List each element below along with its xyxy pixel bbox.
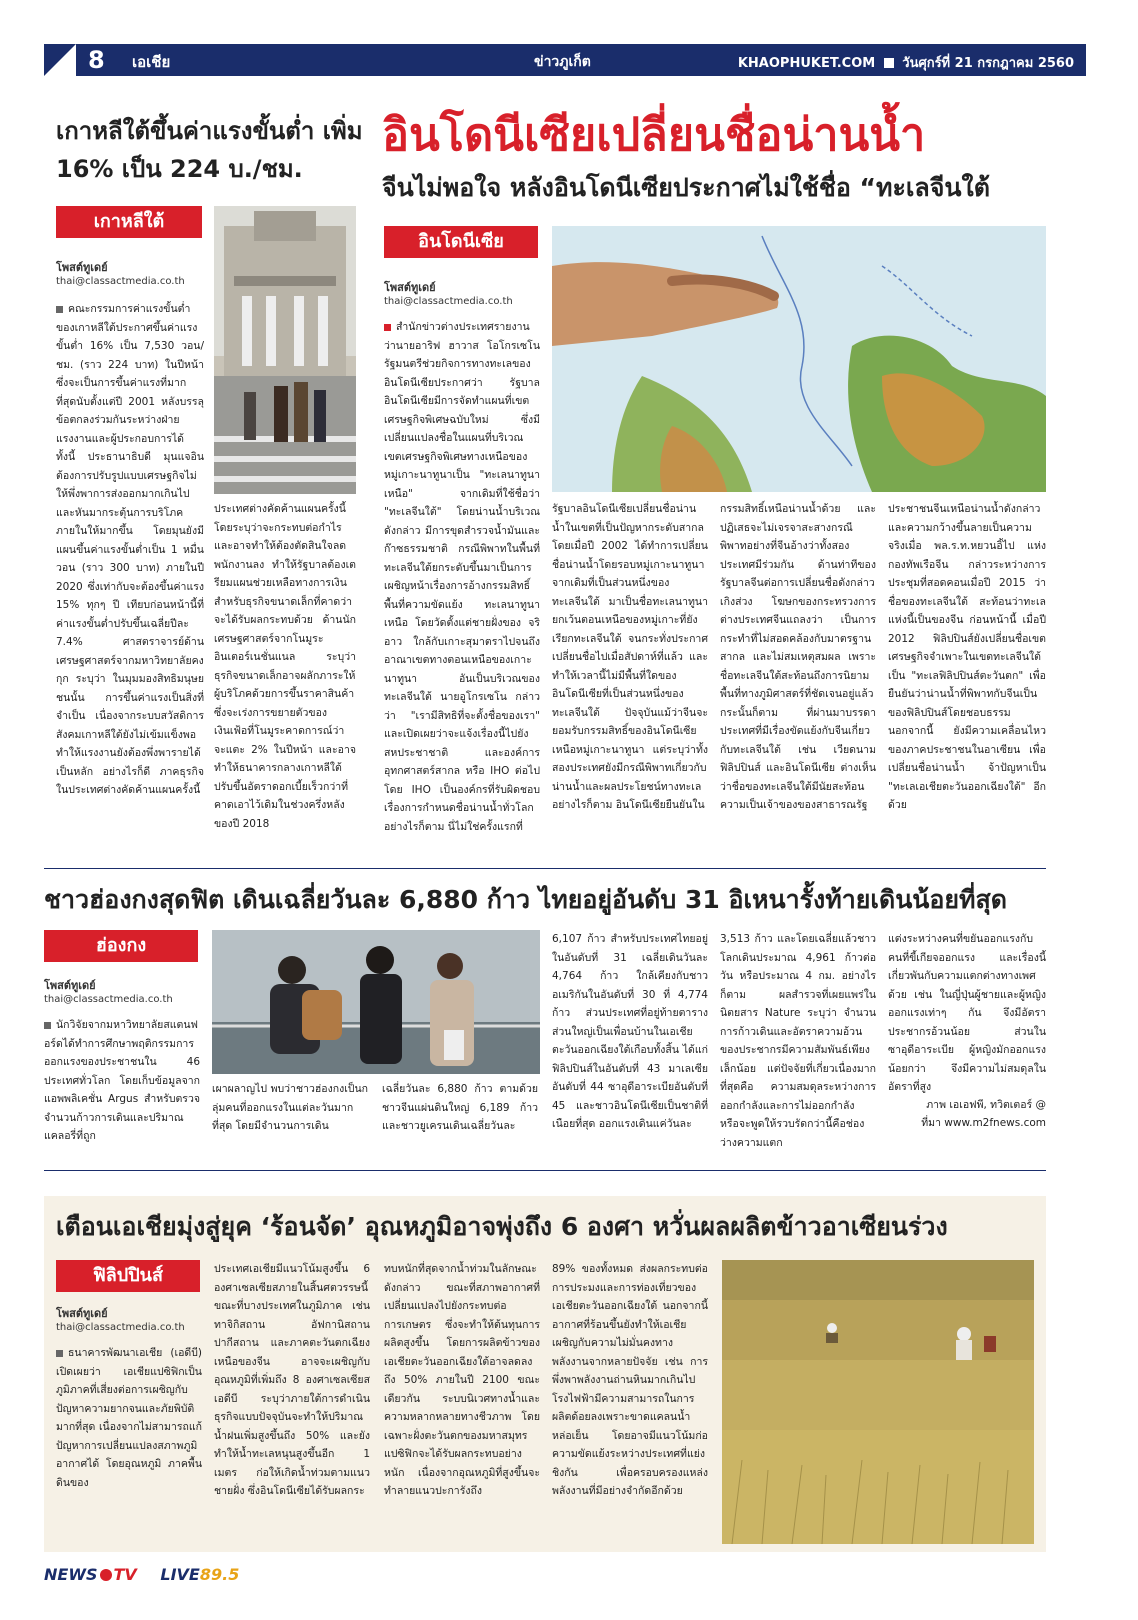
- section-divider: [44, 1170, 1046, 1171]
- indonesia-subheadline: จีนไม่พอใจ หลังอินโดนีเซียประกาศไม่ใช้ชื่อ “ทะเลจีนใต้: [382, 173, 990, 202]
- byline-name: โพสต์ทูเดย์: [44, 979, 96, 992]
- hongkong-photo: [212, 930, 540, 1074]
- live-label: LIVE: [160, 1565, 200, 1584]
- korea-photo: [214, 206, 356, 494]
- site-name: KHAOPHUKET.COM: [737, 56, 876, 71]
- byline-name: โพสต์ทูเดย์: [56, 1307, 108, 1320]
- section-label: เอเชีย: [132, 53, 171, 71]
- ricefield-photo: [722, 1260, 1034, 1544]
- byline-name: โพสต์ทูเดย์: [384, 281, 436, 294]
- byline-email: thai@classactmedia.co.th: [56, 1322, 185, 1333]
- hongkong-col6-block: [888, 930, 1046, 1152]
- hongkong-body-col5: 3,513 ก้าว และโดยเฉลี่ยแล้วชาวโลกเดินประมาณ 4,961 ก้าวต่อวัน หรือประมาณ 4 กม. อย่างไรก็ตาม ผลสำรวจที่เผยแพร่ในนิตยสาร Nature ระบุว่า จำนวนการก้าวเดินและอัตราความอ้วนของประชากรมีความสัมพันธ์เพียงเล็กน้อย แต่ปัจจัยที่เกี่ยวเนื่องมากที่สุดคือ ความสมดุลระหว่างการออกกำลังและการไม่ออกกำลัง หรือจะพูดให้รวบรัดกว่านี้คือช่องว่างความแตก: [720, 933, 876, 1149]
- asiaheat-body-col4: 89% ของทั้งหมด ส่งผลกระทบต่อการประมงและการท่องเที่ยวของเอเชียตะวันออกเฉียงใต้ นอกจากนี้ อากาศที่ร้อนขึ้นยังทำให้เอเชียเผชิญกับความไม่มั่นคงทางพลังงานจากหลายปัจจัย เช่น การพึ่งพาพลังงานถ่านหินมากเกินไป โรงไฟฟ้ามีความสามารถในการผลิตด้อยลงเพราะขาดแคลนน้ำหล่อเย็น โดยอาจมีแนวโน้มก่อความขัดแย้งระหว่างประเทศที่แย่งชิงกัน เพื่อครอบครองแหล่งพลังงานที่มีอย่างจำกัดอีกด้วย: [552, 1263, 708, 1497]
- bullet-icon: [56, 1350, 63, 1357]
- indonesia-byline: [384, 278, 544, 307]
- masthead-logo: ข่าวภูเก็ต: [534, 54, 591, 70]
- bullet-icon: [56, 306, 63, 313]
- byline-name: โพสต์ทูเดย์: [56, 261, 108, 274]
- bullet-icon: [44, 1022, 51, 1029]
- footer-logos: [44, 1565, 239, 1589]
- indonesia-map-photo: [552, 226, 1046, 492]
- corner-logo-icon: [44, 44, 76, 76]
- indonesia-body-col3: กรรมสิทธิ์เหนือน่านน้ำด้วย และปฏิเสธจะไม่เจรจาสะสางกรณีพิพาทอย่างที่จีนอ้างว่าทั้งสองประเทศมีร่วมกัน ด้านท่าทีของรัฐบาลจีนต่อการเปลี่ยนชื่อดังกล่าว เกิงส่วง โฆษกของกระทรวงการต่างประเทศจีนแถลงว่า เป็นการกระทำที่ไม่สอดคล้องกับมาตรฐานสากล และไม่สมเหตุสมผล เพราะชื่อทะเลจีนใต้สะท้อนถึงการนิยามพื้นที่ทางภูมิศาสตร์ที่ชัดเจนอยู่แล้ว กระนั้นก็ตาม ที่ผ่านมาบรรดาประเทศที่มีเรื่องขัดแย้งกับจีนเกี่ยวกับทะเลจีนใต้ เช่น เวียดนาม ฟิลิปปินส์ และอินโดนีเซีย ต่างเห็นว่าชื่อของทะเลจีนใต้มีนัยสะท้อนความเป็นเจ้าของของสาธารณรัฐ: [720, 503, 876, 811]
- korea-col1-text: คณะกรรมการค่าแรงขั้นต่ำของเกาหลีใต้ประกาศขึ้นค่าแรงขั้นต่ำ 16% เป็น 7,530 วอน/ชม. (ราว 224 บาท) ในปีหน้า ซึ่งจะเป็นการขึ้นค่าแรงที่มากที่สุดนับตั้งแต่ปี 2001 หลังบรรลุข้อตกลงร่วมกันระหว่างฝ่ายแรงงานและผู้ประกอบการได้ ทั้งนี้ ประธานาธิบดี มุนแจอิน ต้องการปรับรูปแบบเศรษฐกิจไม่ให้พึ่งพาการส่งออกมากเกินไปและหันมากระตุ้นการบริโภคภายในให้มากขึ้น โดยมุนยังมีแผนขึ้นค่าแรงขั้นต่ำเป็น 1 หมื่นวอน (ราว 300 บาท) ภายในปี 2020 ซึ่งเท่ากับจะต้องขึ้นค่าแรง 15% ทุกๆ ปี เทียบก่อนหน้านี้ที่ค่าแรงขั้นต่ำปรับขึ้นเฉลี่ยปีละ 7.4% ศาสตราจารย์ด้านเศรษฐศาสตร์จากมหาวิทยาลัยคงกุก ระบุว่า ในมุมมองสิทธิมนุษยชนนั้น การขึ้นค่าแรงเป็นสิ่งที่จำเป็น เนื่องจากระบบสวัสดิการสังคมเกาหลีใต้ยังไม่เข้มแข็งพอ ทำให้แรงงานยังต้องพึ่งพารายได้เป็นหลัก อย่างไรก็ดี ภาคธุรกิจในประเทศต่างคัดค้านแผนครั้งนี้: [56, 303, 204, 796]
- asiaheat-tag: ฟิลิปปินส์: [56, 1260, 200, 1292]
- photo-credit: ภาพ เอเอฟพี, ทวิตเตอร์ @: [926, 1099, 1046, 1111]
- hongkong-byline: [44, 976, 204, 1005]
- hongkong-body-col6: แต่งระหว่างคนที่ขยันออกแรงกับคนที่ขี้เกียจออกแรง และเรื่องนี้เกี่ยวพันกับความแตกต่างทางเพศด้วย เช่น ในญี่ปุ่นผู้ชายและผู้หญิงออกแรงเท่าๆ กัน จึงมีอัตราประชากรอ้วนน้อย ส่วนในซาอุดีอาระเบีย ผู้หญิงมักออกแรงน้อยกว่า จึงมีความไม่สมดุลในอัตราที่สูง: [888, 933, 1046, 1093]
- live-radio-logo: [160, 1565, 239, 1584]
- byline-email: thai@classactmedia.co.th: [56, 276, 185, 287]
- news-logo: NEWS: [44, 1565, 98, 1584]
- korea-tag: เกาหลีใต้: [56, 206, 202, 238]
- indonesia-headline: อินโดนีเซียเปลี่ยนชื่อน่านน้ำ: [382, 108, 926, 161]
- live-frequency: 89.5: [199, 1565, 240, 1584]
- hongkong-people-illustration: [212, 930, 540, 1074]
- asiaheat-byline: [56, 1304, 206, 1333]
- section-divider: [44, 868, 1046, 869]
- hongkong-tag: ฮ่องกง: [44, 930, 198, 962]
- map-illustration: [552, 226, 1046, 492]
- source-credit: ที่มา www.m2fnews.com: [921, 1117, 1046, 1129]
- korea-body-col2: ประเทศต่างคัดค้านแผนครั้งนี้ โดยระบุว่าจะกระทบต่อกำไร และอาจทำให้ต้องตัดสินใจลดพนักงานลง ทำให้รัฐบาลต้องเตรียมแผนช่วยเหลือทางการเงินสำหรับธุรกิจขนาดเล็กที่คาดว่าจะได้รับผลกระทบด้วย ด้านนักเศรษฐศาสตร์จากโนมูระ อินเตอร์เนชั่นแนล ระบุว่า ธุรกิจขนาดเล็กอาจผลักภาระให้ผู้บริโภคด้วยการขึ้นราคาสินค้า ซึ่งจะเร่งการขยายตัวของเงินเฟ้อที่โนมูระคาดการณ์ว่าจะแตะ 2% ในปีหน้า และอาจทำให้ธนาคารกลางเกาหลีใต้ปรับขึ้นอัตราดอกเบี้ยเร็วกว่าที่คาดเอาไว้เดิมในช่วงครึ่งหลังของปี 2018: [214, 503, 356, 830]
- hongkong-body-col2: เผาผลาญไป พบว่าชาวฮ่องกงเป็นกลุ่มคนที่ออกแรงในแต่ละวันมากที่สุด โดยมีจำนวนการเดิน: [212, 1083, 368, 1132]
- asiaheat-headline: เตือนเอเชียมุ่งสู่ยุค ‘ร้อนจัด’ อุณหภูมิอาจพุ่งถึง 6 องศา หวั่นผลผลิตข้าวอาเซียนร่วง: [56, 1212, 948, 1241]
- indonesia-body-col4: ประชาชนจีนเหนือน่านน้ำดังกล่าว และความกว้างขึ้นลายเป็นความจริงเมื่อ พล.ร.ท.หยวนอิ้ไป แห่งกองทัพเรือจีน กล่าวระหว่างการประชุมที่สอดคอนเมื่อปี 2015 ว่า ชื่อของทะเลจีนใต้ สะท้อนว่าทะเลแห่งนี้เป็นของจีน ก่อนหน้านี้ เมื่อปี 2012 ฟิลิปปินส์ยังเปลี่ยนชื่อเขตเศรษฐกิจจำเพาะในเขตทะเลจีนใต้เป็น "ทะเลฟิลิปปินส์ตะวันตก" เพื่อยืนยันว่าน่านน้ำที่พิพาทกับจีนเป็นของฟิลิปปินส์โดยชอบธรรม นอกจากนี้ ยังมีความเคลื่อนไหวของภาคประชาชนในอาเซียน เพื่อเปลี่ยนชื่อน่านน้ำ จ้าปัญหาเป็น "ทะเลเอเชียตะวันออกเฉียงใต้" อีกด้วย: [888, 503, 1046, 811]
- hongkong-col1-text: นักวิจัยจากมหาวิทยาลัยสแตนฟอร์ดได้ทำการศึกษาพฤติกรรมการออกแรงของประชาชนใน 46 ประเทศทั่วโลก โดยเก็บข้อมูลจากแอพพลิเคชั่น Argus สำหรับตรวจจำนวนก้าวการเดินและปริมาณแคลอรี่ที่ถูก: [44, 1019, 200, 1142]
- asiaheat-body-col1: [56, 1344, 202, 1544]
- korea-body-col1: [56, 300, 204, 860]
- korea-headline: เกาหลีใต้ขึ้นค่าแรงขั้นต่ำ เพิ่ม 16% เป็น 224 บ./ชม.: [56, 117, 363, 183]
- hongkong-headline: ชาวฮ่องกงสุดฟิต เดินเฉลี่ยวันละ 6,880 ก้าว ไทยอยู่อันดับ 31 อิเหนารั้งท้ายเดินน้อยที่สุด: [44, 885, 1008, 914]
- bullet-icon: [384, 324, 391, 331]
- logo-dot-icon: [100, 1569, 112, 1581]
- indonesia-tag: อินโดนีเซีย: [384, 226, 538, 258]
- hongkong-body-col3: เฉลี่ยวันละ 6,880 ก้าว ตามด้วยชาวจีนแผ่นดินใหญ่ 6,189 ก้าว และชาวยูเครนเดินเฉลี่ยวันละ: [382, 1083, 538, 1132]
- issue-date: วันศุกร์ที่ 21 กรกฎาคม 2560: [902, 56, 1074, 71]
- asiaheat-body-col2: ประเทศเอเชียมีแนวโน้มสูงขึ้น 6 องศาเซลเซียสภายในสิ้นศตวรรษนี้ ขณะที่บางประเทศในภูมิภาค เช่น ทาจิกิสถาน อัฟกานิสถาน ปากีสถาน และภาคตะวันตกเฉียงเหนือของจีน อาจจะเผชิญกับอุณหภูมิที่เพิ่มถึง 8 องศาเซลเซียส เอดีบี ระบุว่าภายใต้การดำเนินธุรกิจแบบปัจจุบันจะทำให้ปริมาณน้ำฝนเพิ่มสูงขึ้นถึง 50% และยังทำให้น้ำทะเลหนุนสูงขึ้นอีก 1 เมตร ก่อให้เกิดน้ำท่วมตามแนวชายฝั่ง ซึ่งอินโดนีเซียได้รับผลกระ: [214, 1263, 370, 1497]
- asiaheat-col1-text: ธนาคารพัฒนาเอเชีย (เอดีบี) เปิดเผยว่า เอเชียแปซิฟิกเป็นภูมิภาคที่เสี่ยงต่อการเผชิญกับปัญหาความยากจนและภัยพิบัติมากที่สุด เนื่องจากไม่สามารถแก้ปัญหาการเปลี่ยนแปลงสภาพภูมิอากาศได้ โดยอุณหภูมิ ภาคพื้นดินของ: [56, 1347, 202, 1489]
- page-number: 8: [88, 46, 105, 74]
- byline-email: thai@classactmedia.co.th: [384, 296, 513, 307]
- page-header-bar: [44, 44, 1086, 76]
- hongkong-body-col4: 6,107 ก้าว สำหรับประเทศไทยอยู่ในอันดับที่ 31 เฉลี่ยเดินวันละ 4,764 ก้าว ใกล้เคียงกับชาวอเมริกันในอันดับที่ 30 ที่ 4,774 ก้าว ส่วนประเทศที่อยู่ท้ายตารางส่วนใหญ่เป็นเพื่อนบ้านในเอเชียตะวันออกเฉียงใต้เกือบทั้งสิ้น ได้แก่ ฟิลิปปินส์ในอันดับที่ 43 มาเลเซียอันดับที่ 44 ซาอุดีอาระเบียอันดับที่ 45 และชาวอินโดนีเซียเป็นชาติที่เนือยที่สุด ออกแรงเดินแค่วันละ: [552, 933, 708, 1130]
- square-separator-icon: [884, 58, 894, 68]
- indonesia-col1-text: สำนักข่าวต่างประเทศรายงานว่านายอาริฟ ฮาวาส โอโกรเซโน รัฐมนตรีช่วยกิจการทางทะเลของอินโดนีเซียประกาศว่า รัฐบาลอินโดนีเซียมีการจัดทำแผนที่เขตเศรษฐกิจพิเศษฉบับใหม่ ซึ่งมีเปลี่ยนแปลงชื่อในแผนที่บริเวณเขตเศรษฐกิจพิเศษทางเหนือของหมู่เกาะนาทูนาเป็น "ทะเลนาทูนาเหนือ" จากเดิมที่ใช้ชื่อว่า "ทะเลจีนใต้" โดยน่านน้ำบริเวณดังกล่าว มีการขุดสำรวจน้ำมันและก๊าซธรรมชาติ กรณีพิพาทในพื้นที่ทะเลจีนใต้ยกระดับขึ้นมาเป็นการเผชิญหน้าเรื่องการอ้างกรรมสิทธิ์พื้นที่ความขัดแย้ง ทะเลนาทูนาเหนือ โดยวัดตั้งแต่ชายฝั่งของ จริอาว ใกล้กับเกาะสุมาตราไปจนถึงอาณาเขตทางตอนเหนือของเกาะนาทูนา อันเป็นบริเวณของทะเลจีนใต้ นายอูโกรเซโน กล่าวว่า "เรามีสิทธิที่จะตั้งชื่อของเรา" และเปิดเผยว่าจะแจ้งเรื่องนี้ไปยังสหประชาชาติ และองค์การอุทกศาสตร์สากล หรือ IHO ต่อไป โดย IHO เป็นองค์กรที่รับผิดชอบเรื่องการกำหนดชื่อน่านน้ำทั่วโลก อย่างไรก็ตาม นี่ไม่ใช่ครั้งแรกที่: [384, 321, 540, 833]
- asiaheat-body-col3: ทบหนักที่สุดจากน้ำท่วมในลักษณะดังกล่าว ขณะที่สภาพอากาศที่เปลี่ยนแปลงไปยังกระทบต่อการเกษตร ซึ่งจะทำให้ต้นทุนการผลิตสูงขึ้น โดยการผลิตข้าวของเอเชียตะวันออกเฉียงใต้อาจลดลงถึง 50% ภายในปี 2100 ขณะเดียวกัน ระบบนิเวศทางน้ำและความหลากหลายทางชีวภาพ โดยเฉพาะฝั่งตะวันตกของมหาสมุทรแปซิฟิกจะได้รับผลกระทบอย่างหนัก เนื่องจากอุณหภูมิที่สูงขึ้นจะทำลายแนวปะการังถึง: [384, 1263, 540, 1497]
- tv-logo: TV: [113, 1565, 137, 1584]
- ricefield-illustration: [722, 1260, 1034, 1544]
- hongkong-body-col1: [44, 1016, 200, 1152]
- byline-email: thai@classactmedia.co.th: [44, 994, 173, 1005]
- indonesia-body-col2: รัฐบาลอินโดนีเซียเปลี่ยนชื่อน่านน้ำในเขตที่เป็นปัญหากระดับสากล โดยเมื่อปี 2002 ได้ทำการเปลี่ยนชื่อน่านน้ำโดยรอบหมู่เกาะนาทูนา จากเดิมที่เป็นส่วนหนึ่งของทะเลจีนใต้ มาเป็นชื่อทะเลนาทูนา ยกเว้นตอนเหนือของหมู่เกาะที่ยังเรียกทะเลจีนใต้ จนกระทั่งประกาศเปลี่ยนชื่อไปเมื่อสัปดาห์ที่แล้ว และทำให้เวลานี้ไม่มีพื้นที่ใดของอินโดนีเซียที่เป็นส่วนหนึ่งของทะเลจีนใต้ ปัจจุบันแม้ว่าจีนจะยอมรับกรรมสิทธิ์ของอินโดนีเซียเหนือหมู่เกาะนาทูนา แต่ระบุว่าทั้งสองประเทศยังมีกรณีพิพาทเกี่ยวกับน่านน้ำและผลประโยชน์ทางทะเล อย่างไรก็ตาม อินโดนีเซียยืนยันใน: [552, 503, 708, 811]
- indonesia-body-col1: [384, 318, 540, 860]
- korea-byline: [56, 258, 206, 287]
- dateline: [738, 52, 1074, 73]
- korea-building-illustration: [214, 206, 356, 494]
